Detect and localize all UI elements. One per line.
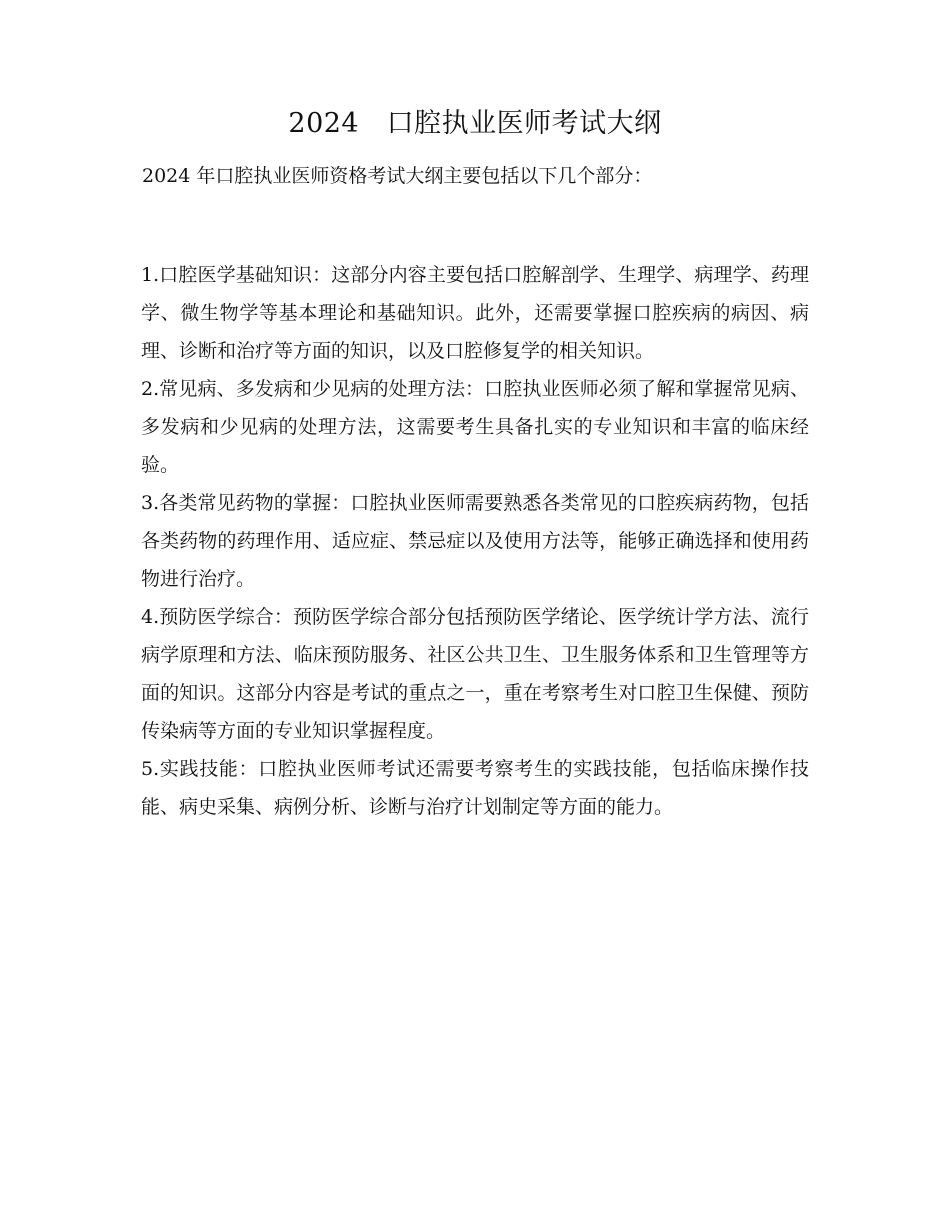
section-paragraph: 3.各类常见药物的掌握：口腔执业医师需要熟悉各类常见的口腔疾病药物，包括各类药物的药理作用、适应症、禁忌症以及使用方法等，能够正确选择和使用药物进行治疗。 bbox=[141, 492, 809, 590]
document-title: 2024 口腔执业医师考试大纲 bbox=[288, 108, 662, 139]
section-paragraph: 5.实践技能：口腔执业医师考试还需要考察考生的实践技能，包括临床操作技能、病史采集、病例分析、诊断与治疗计划制定等方面的能力。 bbox=[141, 758, 809, 818]
section-paragraph: 2.常见病、多发病和少见病的处理方法：口腔执业医师必须了解和掌握常见病、多发病和少见病的处理方法，这需要考生具备扎实的专业知识和丰富的临床经验。 bbox=[141, 378, 809, 476]
intro-paragraph: 2024 年口腔执业医师资格考试大纲主要包括以下几个部分： bbox=[142, 165, 653, 187]
section-paragraph: 4.预防医学综合：预防医学综合部分包括预防医学绪论、医学统计学方法、流行病学原理和方法、临床预防服务、社区公共卫生、卫生服务体系和卫生管理等方面的知识。这部分内容是考试的重点之一，重在考察考生对口腔卫生保健、预防传染病等方面的专业知识掌握程度。 bbox=[141, 606, 809, 742]
section-paragraph: 1.口腔医学基础知识：这部分内容主要包括口腔解剖学、生理学、病理学、药理学、微生物学等基本理论和基础知识。此外，还需要掌握口腔疾病的病因、病理、诊断和治疗等方面的知识，以及口腔修复学的相关知识。 bbox=[141, 264, 809, 362]
section-list bbox=[141, 256, 809, 826]
